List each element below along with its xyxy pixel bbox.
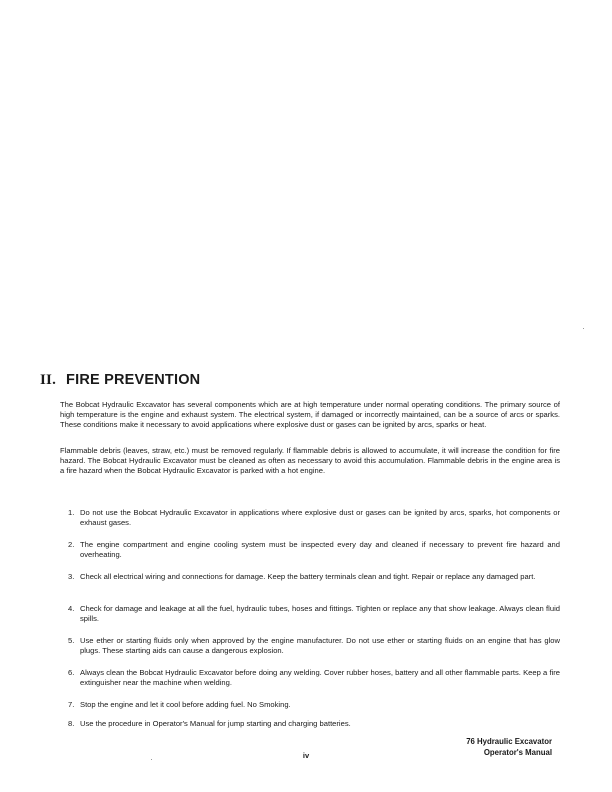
scan-speck [151, 759, 152, 760]
list-item-text: Check all electrical wiring and connections for damage. Keep the battery terminals clean and tight. Repair or replace any damaged part. [80, 572, 536, 581]
list-item-text: Use ether or starting fluids only when approved by the engine manufacturer. Do not use ether or starting fluids on an engine that has glow plugs. These starting aids can cause a dangerous explosion. [80, 636, 560, 656]
list-item [68, 668, 560, 688]
list-item [68, 540, 560, 560]
section-heading [40, 372, 200, 389]
list-item-text: Do not use the Bobcat Hydraulic Excavator in applications where explosive dust or gases can be ignited by arcs, sparks, hot components or exhaust gases. [80, 508, 560, 528]
list-item-text: Use the procedure in Operator's Manual for jump starting and charging batteries. [80, 719, 351, 728]
list-item-number: 1. [68, 508, 75, 517]
list-item [68, 636, 560, 656]
list-item-text: Stop the engine and let it cool before adding fuel. No Smoking. [80, 700, 291, 709]
list-item-number: 2. [68, 540, 75, 549]
list-item-number: 8. [68, 719, 75, 728]
manual-title-line1: 76 Hydraulic Excavator [466, 737, 552, 746]
manual-title-line2: Operator's Manual [483, 747, 552, 757]
list-item-number: 4. [68, 604, 75, 613]
list-item-number: 6. [68, 668, 75, 677]
manual-title [466, 737, 552, 758]
section-title: FIRE PREVENTION [66, 372, 201, 388]
list-item-text: Check for damage and leakage at all the fuel, hydraulic tubes, hoses and fittings. Tighten or replace any that show leakage. Always clean fluid spills. [80, 604, 560, 624]
debris-paragraph: Flammable debris (leaves, straw, etc.) must be removed regularly. If flammable debris is allowed to accumulate, it will increase the condition for fire hazard. The Bobcat Hydraulic Excavator must be cleaned as often as necessary to avoid this accumulation. Flammable debris in the engine area is a fire hazard when the Bobcat Hydraulic Excavator is parked with a hot engine. [60, 446, 560, 476]
list-item [68, 604, 560, 624]
list-item [68, 572, 560, 582]
list-item [68, 700, 560, 710]
section-number: II. [40, 372, 57, 388]
list-item [68, 719, 560, 729]
intro-paragraph: The Bobcat Hydraulic Excavator has several components which are at high temperature under normal operating conditions. The primary source of high temperature is the engine and exhaust system. The electrical system, if damaged or incorrectly maintained, can be a source of arcs or sparks. These conditions make it necessary to avoid applications where explosive dust or gases can be ignited by arcs, sparks or heat. [60, 400, 560, 430]
list-item-number: 3. [68, 572, 75, 581]
list-item [68, 508, 560, 528]
scan-speck [583, 328, 584, 329]
list-item-text: Always clean the Bobcat Hydraulic Excavator before doing any welding. Cover rubber hoses, battery and all other flammable parts. Keep a fire extinguisher near the machine when welding. [80, 668, 560, 688]
list-item-text: The engine compartment and engine cooling system must be inspected every day and cleaned if necessary to prevent fire hazard and overheating. [80, 540, 560, 560]
page-number: iv [302, 751, 310, 760]
list-item-number: 7. [68, 700, 75, 709]
list-item-number: 5. [68, 636, 75, 645]
